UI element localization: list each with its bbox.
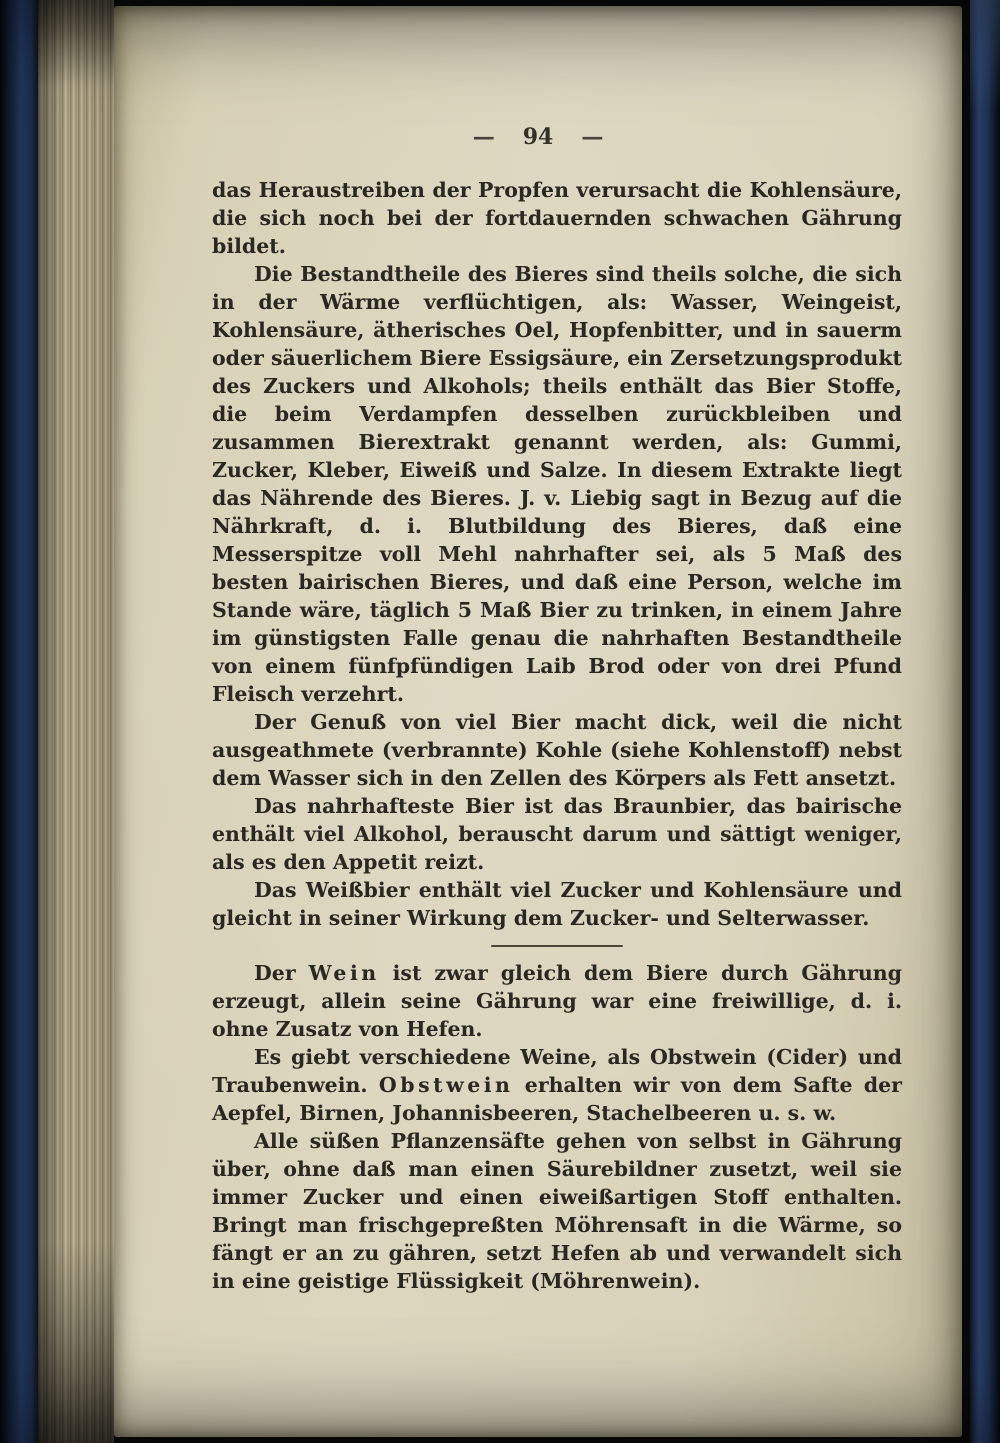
wine-intro-rest: ist zwar gleich dem Biere durch Gährung erzeugt, allein seine Gährung war eine freiwillige, d. i. ohne Zusatz von Hefen. bbox=[212, 961, 902, 1041]
wine-intro-emphasis: Wein bbox=[308, 961, 380, 985]
section-separator bbox=[491, 945, 623, 947]
book-cover-left bbox=[0, 0, 38, 1443]
paragraph-beer-components: Die Bestandtheile des Bieres sind theils solche, die sich in der Wärme verflüchtigen, als: Wasser, Weingeist, Kohlensäure, ätherisches Oel, Hopfenbitter, und in sauerm oder säuerlichem Biere Essigsäure, ein Zersetzungsprodukt des Zuckers und Alkohols; theils enthält das Bier Stoffe, die beim Verdampfen desselben zurückbleiben und zusammen Bierextrakt genannt werden, als: Gummi, Zucker, Kleber, Eiweiß und Salze. In diesem Extrakte liegt das Nährende des Bieres. J. v. Liebig sagt in Bezug auf die Nährkraft, d. i. Blutbildung des Bieres, daß eine Messerspitze voll Mehl nahrhafter sei, als 5 Maß des besten bairischen Bieres, und daß eine Person, welche im Stande wäre, täglich 5 Maß Bier zu trinken, in einem Jahre im günstigsten Falle genau die nahrhaften Bestandtheile von einem fünfpfündigen Laib Brod oder von drei Pfund Fleisch verzehrt. bbox=[212, 262, 902, 706]
text-block bbox=[212, 176, 902, 1295]
wine-intro-lead: Der bbox=[254, 961, 309, 985]
paragraph-carbonic-acid: das Heraustreiben der Propfen verursacht die Kohlensäure, die sich noch bei der fortdauernden schwachen Gährung bildet. bbox=[212, 178, 902, 258]
page-number-dash-left: — bbox=[472, 124, 495, 150]
paragraph-white-beer: Das Weißbier enthält viel Zucker und Kohlensäure und gleicht in seiner Wirkung dem Zucker- und Selterwasser. bbox=[212, 878, 902, 930]
page-number-dash-right: — bbox=[581, 124, 604, 150]
wine-types-lead: Es giebt verschiedene Weine, als Obstwein (Cider) und Traubenwein. bbox=[212, 1045, 902, 1097]
paragraph-brown-beer: Das nahrhafteste Bier ist das Braunbier, das bairische enthält viel Alkohol, berauscht darum und sättigt weniger, als es den Appetit reizt. bbox=[212, 794, 902, 874]
paragraph-plant-juices: Alle süßen Pflanzensäfte gehen von selbst in Gährung über, ohne daß man einen Säurebildner zusetzt, weil sie immer Zucker und einen eiweißartigen Stoff enthalten. Bringt man frischgepreßten Möhrensaft in die Wärme, so fängt er an zu gähren, setzt Hefen ab und verwandelt sich in eine geistige Flüssigkeit (Möhrenwein). bbox=[212, 1129, 902, 1293]
book-page bbox=[114, 6, 962, 1437]
wine-types-rest: erhalten wir von dem Safte der Aepfel, Birnen, Johannisbeeren, Stachelbeeren u. s. w. bbox=[212, 1073, 902, 1125]
wine-types-emphasis: Obstwein bbox=[378, 1073, 514, 1097]
paragraph-wine-intro bbox=[212, 959, 902, 1043]
page-edges bbox=[38, 0, 114, 1443]
book-cover-right bbox=[970, 0, 1000, 1443]
paragraph-wine-types bbox=[212, 1043, 902, 1127]
page-number: 94 bbox=[522, 124, 554, 150]
paragraph-beer-fattening: Der Genuß von viel Bier macht dick, weil die nicht ausgeathmete (verbrannte) Kohle (siehe Kohlenstoff) nebst dem Wasser sich in den Zellen des Körpers als Fett ansetzt. bbox=[212, 710, 902, 790]
page-number-header bbox=[114, 6, 962, 150]
